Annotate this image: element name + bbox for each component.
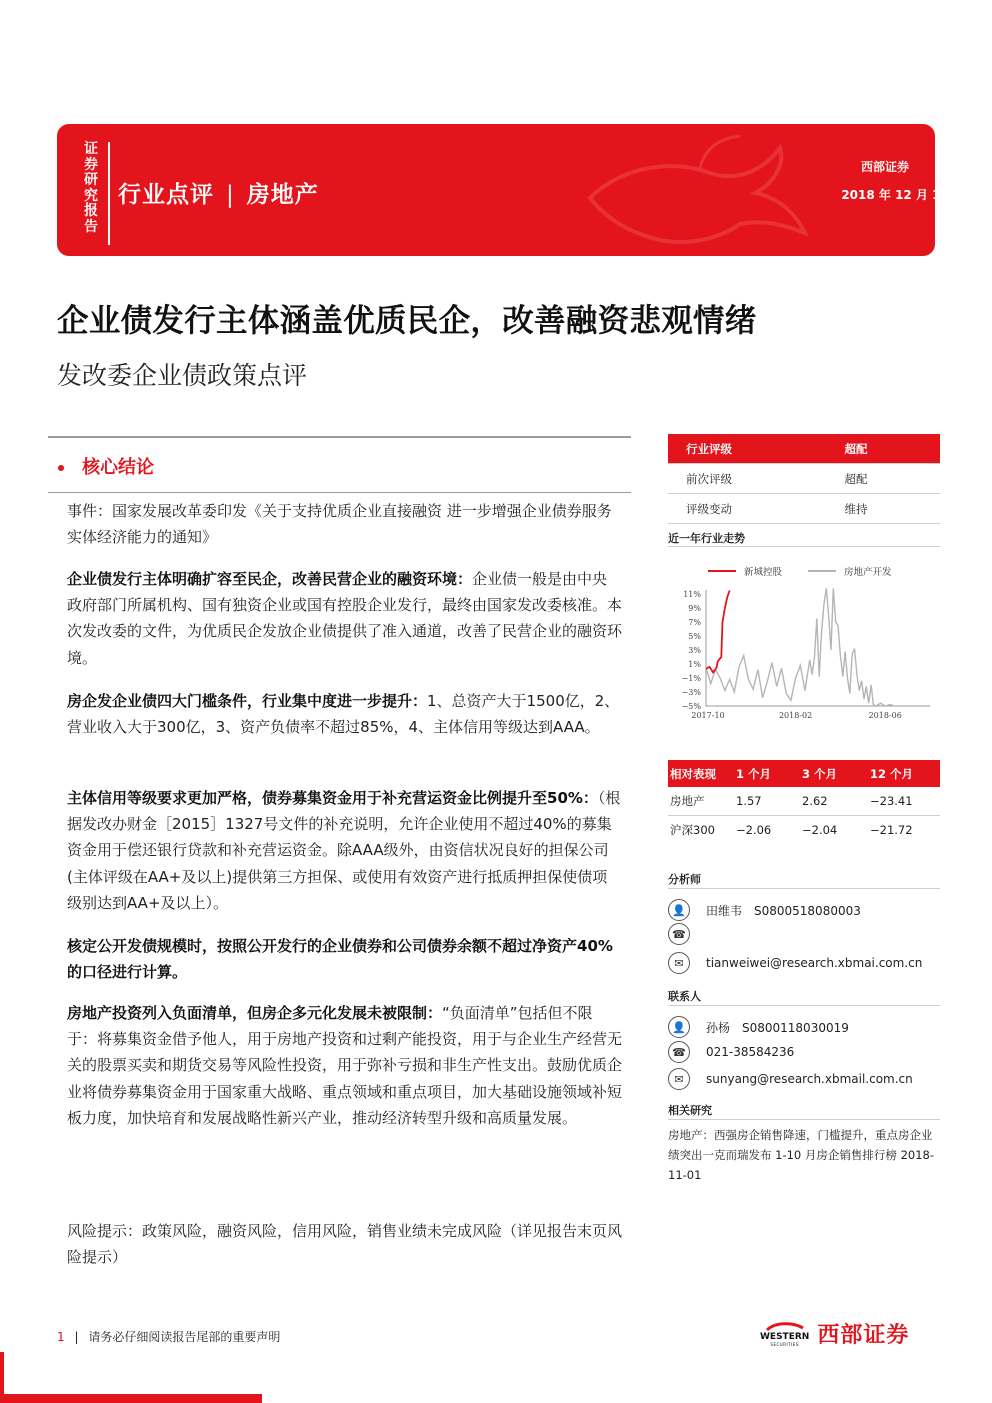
rating-label: 前次评级 <box>686 471 732 486</box>
paragraph-lead: 房地产投资列入负面清单，但房企多元化发展未被限制： <box>67 1004 443 1022</box>
perf-header-cell: 1 个月 <box>736 766 772 781</box>
y-tick-label: −1% <box>681 674 701 683</box>
chart-legend <box>708 566 892 578</box>
analyst-name-row <box>668 899 861 921</box>
rating-table <box>668 434 940 524</box>
related-research-link[interactable]: 房地产：西强房企销售降速，门槛提升，重点房企业绩突出一克而瑞发布 1-10 月房企销售排行榜 2018-11-01 <box>668 1128 934 1182</box>
paragraph-issuer <box>67 566 622 671</box>
perf-header-cell: 12 个月 <box>870 766 914 781</box>
perf-header-cell: 相对表现 <box>670 766 716 781</box>
performance-row <box>668 787 940 816</box>
mail-icon: ✉ <box>668 952 690 974</box>
report-date: 2018 年 12 月 13 日 <box>841 188 965 202</box>
series-line-1 <box>706 591 730 673</box>
paragraph-credit <box>67 785 622 916</box>
chart-lines <box>706 588 895 706</box>
footer-disclaimer <box>57 1328 280 1345</box>
logo-mark <box>760 1320 809 1347</box>
performance-header <box>668 760 940 787</box>
core-heading <box>58 453 154 479</box>
page-number: 1 <box>57 1330 65 1344</box>
contact-heading: 联系人 <box>668 990 701 1003</box>
contact-phone-row <box>668 1041 794 1063</box>
y-tick-label: 3% <box>688 646 701 655</box>
bullet-icon <box>58 465 64 471</box>
performance-table <box>668 760 940 844</box>
rating-row-current <box>668 434 940 464</box>
analyst-email: tianweiwei@research.xbmai.com.cn <box>706 956 923 970</box>
perf-cell: −21.72 <box>870 823 913 837</box>
paragraph-text: 企业债一般是由中央政府部门所属机构、国有独资企业或国有控股企业发行，最终由国家发改委核准。本次发改委的文件，为优质民企发放企业债提供了准入通道，改善了民营企业的融资环境。 <box>67 570 623 667</box>
paragraph-thresholds <box>67 688 622 740</box>
person-icon: 👤 <box>668 1016 690 1038</box>
contact-email-row <box>668 1068 913 1090</box>
vertical-report-label: 证 券 研 究 报 告 <box>84 141 98 235</box>
section-divider <box>668 1119 940 1120</box>
perf-cell: −23.41 <box>870 794 913 808</box>
industry-name: 房地产 <box>246 182 319 208</box>
phone-icon: ☎ <box>668 923 690 945</box>
y-tick-label: 1% <box>688 660 701 669</box>
section-divider <box>668 546 940 547</box>
paragraph-scale <box>67 933 622 985</box>
analyst-heading: 分析师 <box>668 873 701 886</box>
rating-value: 维持 <box>844 501 868 516</box>
bull-logo-icon <box>765 1320 805 1332</box>
chart-axes <box>682 590 930 720</box>
perf-cell: 沪深300 <box>670 823 715 837</box>
y-tick-label: 9% <box>688 604 701 613</box>
rating-label: 评级变动 <box>686 501 732 516</box>
perf-cell: 房地产 <box>670 794 705 808</box>
trend-heading: 近一年行业走势 <box>668 532 745 545</box>
y-tick-label: 7% <box>688 618 701 627</box>
footer-logo <box>760 1318 909 1349</box>
perf-header-cell: 3 个月 <box>802 766 838 781</box>
y-tick-label: −5% <box>681 702 701 711</box>
section-divider <box>668 1005 940 1006</box>
rating-value: 超配 <box>844 441 868 456</box>
analyst-phone-row <box>668 923 690 945</box>
y-tick-label: −3% <box>681 688 701 697</box>
header-separator: | <box>226 182 235 208</box>
x-tick-label: 2018-02 <box>778 711 813 720</box>
perf-cell: 1.57 <box>736 794 762 808</box>
legend-label-series1: 新城控股 <box>744 567 783 578</box>
brand-name: 西部证券 <box>860 160 909 174</box>
logo-en-sub: SECURITIES <box>770 1342 799 1347</box>
x-tick-label: 2017-10 <box>691 711 725 720</box>
logo-cn: 西部证券 <box>817 1323 910 1348</box>
contact-phone: 021-38584236 <box>706 1045 795 1059</box>
rating-value: 超配 <box>844 471 868 486</box>
rating-row-change <box>668 494 940 524</box>
paragraph-negative-list <box>67 1000 622 1131</box>
perf-cell: −2.04 <box>802 823 838 837</box>
logo-en: WESTERN <box>760 1332 810 1342</box>
rating-label: 行业评级 <box>686 441 732 456</box>
footer-accent <box>0 1394 262 1403</box>
paragraph-text: 1、总资产大于1500亿，2、营业收入大于300亿，3、资产负债率不超过85%，4、主体信用等级达到AAA。 <box>67 692 620 737</box>
perf-cell: 2.62 <box>802 794 828 808</box>
y-tick-label: 5% <box>688 632 701 641</box>
report-category <box>118 176 319 209</box>
paragraph-event <box>67 498 622 550</box>
header-divider <box>108 142 110 245</box>
legend-label-series2: 房地产开发 <box>844 567 892 578</box>
analyst-email-row <box>668 952 922 974</box>
contact-email: sunyang@research.xbmail.com.cn <box>706 1072 913 1086</box>
paragraph-text: （根据发改办财金［2015］1327号文件的补充说明，允许企业使用不超过40%的募集资金用于偿还银行贷款和补充营运资金。除AAA级外，由资信状况良好的担保公司(主体评级在AA+及以上)提供第三方担保、或使用有效资产进行抵质押担保使债项级别达到AA+及以上）。 <box>67 789 621 912</box>
x-tick-label: 2018-06 <box>868 711 902 720</box>
perf-cell: −2.06 <box>736 823 772 837</box>
person-icon: 👤 <box>668 899 690 921</box>
contact-name: 孙杨 S0800118030019 <box>706 1020 849 1035</box>
page-subtitle: 发改委企业债政策点评 <box>57 361 308 390</box>
page-title: 企业债发行主体涵盖优质民企，改善融资悲观情绪 <box>57 303 757 339</box>
performance-row <box>668 816 940 844</box>
rating-row-previous <box>668 464 940 494</box>
analyst-name: 田维韦 S0800518080003 <box>706 903 861 918</box>
y-tick-label: 11% <box>683 590 701 599</box>
phone-icon: ☎ <box>668 1041 690 1063</box>
paragraph-text: 事件：国家发展改革委印发《关于支持优质企业直接融资 进一步增强企业债券服务实体经济能力的通知》 <box>67 502 612 547</box>
section-divider <box>48 436 631 438</box>
risk-note: 风险提示：政策风险，融资风险，信用风险，销售业绩未完成风险（详见报告末页风险提示） <box>67 1222 623 1267</box>
paragraph-lead: 核定公开发债规模时，按照公开发行的企业债券和公司债券余额不超过净资产40%的口径进行计算。 <box>67 937 613 982</box>
disclaimer-text: 请务必仔细阅读报告尾部的重要声明 <box>88 1330 281 1344</box>
paragraph-lead: 主体信用等级要求更加严格，债券募集资金用于补充营运资金比例提升至50%： <box>67 789 598 807</box>
contact-name-row <box>668 1016 849 1038</box>
core-heading-text: 核心结论 <box>82 457 154 478</box>
section-divider <box>668 888 940 889</box>
related-heading: 相关研究 <box>668 1104 712 1117</box>
footer-separator: | <box>74 1330 79 1344</box>
paragraph-lead: 房企发企业债四大门槛条件，行业集中度进一步提升： <box>67 692 428 710</box>
mail-icon: ✉ <box>668 1068 690 1090</box>
section-divider <box>48 492 631 493</box>
report-type: 行业点评 <box>118 182 214 208</box>
series-line-2 <box>706 588 895 706</box>
paragraph-text: “负面清单”包括但不限于：将募集资金借予他人，用于房地产投资和过剩产能投资，用于与企业生产经营无关的股票买卖和期货交易等风险性投资，用于弥补亏损和非生产性支出。鼓励优质企业将债券募集资金用于国家重大战略、重点领域和重点项目，加大基础设施领域补短板力度，加快培育和发展战略性新兴产业，推动经济转型升级和高质量发展。 <box>67 1004 623 1127</box>
paragraph-lead: 企业债发行主体明确扩容至民企，改善民营企业的融资环境： <box>67 570 473 588</box>
industry-trend-chart <box>668 556 940 726</box>
